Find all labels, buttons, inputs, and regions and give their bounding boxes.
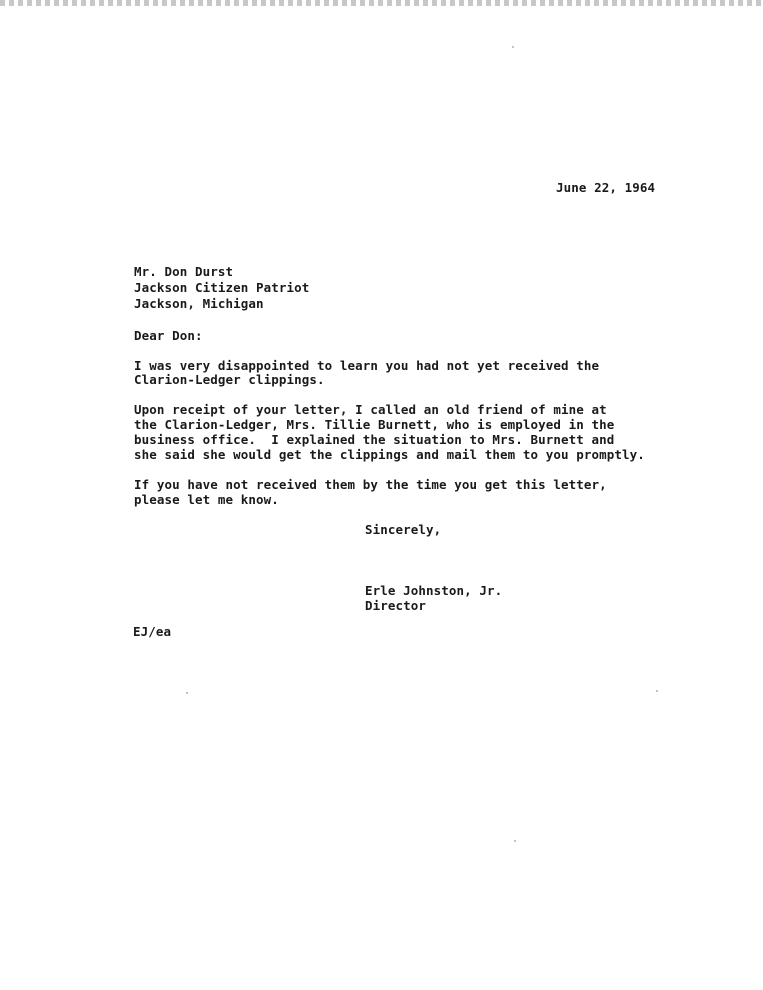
signer-title: Director xyxy=(365,598,427,613)
scan-top-edge xyxy=(0,0,763,6)
recipient-name: Mr. Don Durst xyxy=(134,264,234,279)
paragraph-1-line-1: I was very disappointed to learn you had not yet received the xyxy=(134,358,600,373)
scan-speck xyxy=(656,690,658,692)
paragraph-1-line-2: Clarion-Ledger clippings. xyxy=(134,372,325,387)
paragraph-2-line-2: the Clarion-Ledger, Mrs. Tillie Burnett, who is employed in the xyxy=(134,417,615,432)
scan-speck xyxy=(186,692,188,694)
recipient-organization: Jackson Citizen Patriot xyxy=(134,280,310,295)
scan-speck xyxy=(512,46,514,48)
paragraph-3-line-2: please let me know. xyxy=(134,492,279,507)
signer-name: Erle Johnston, Jr. xyxy=(365,583,503,598)
reference-initials: EJ/ea xyxy=(133,624,172,639)
scan-speck xyxy=(514,840,516,842)
paragraph-3-line-1: If you have not received them by the time you get this letter, xyxy=(134,477,607,492)
salutation: Dear Don: xyxy=(134,328,203,343)
paragraph-2-line-4: she said she would get the clippings and mail them to you promptly. xyxy=(134,447,645,462)
letter-date: June 22, 1964 xyxy=(556,180,656,195)
paragraph-2-line-1: Upon receipt of your letter, I called an old friend of mine at xyxy=(134,402,607,417)
recipient-city: Jackson, Michigan xyxy=(134,296,264,311)
paragraph-2-line-3: business office. I explained the situation to Mrs. Burnett and xyxy=(134,432,615,447)
closing: Sincerely, xyxy=(365,522,442,537)
